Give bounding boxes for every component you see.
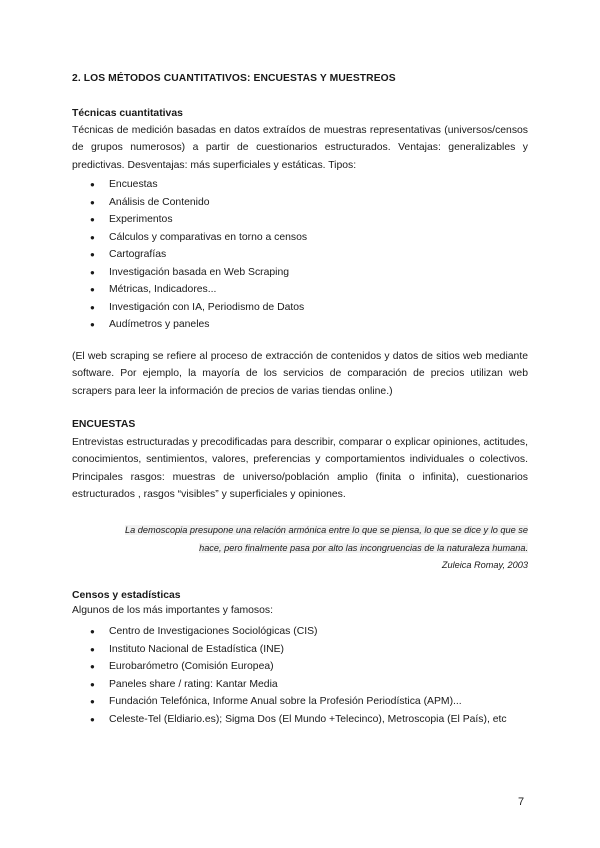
bullet-icon: ●	[90, 197, 95, 207]
bullet-icon: ●	[90, 697, 95, 706]
list-item: ● Cartografías	[72, 246, 528, 264]
section-title: 2. LOS MÉTODOS CUANTITATIVOS: ENCUESTAS Y MUESTREOS	[72, 73, 396, 84]
bullet-icon: ●	[90, 267, 95, 277]
web-scraping-note: (El web scraping se refiere al proceso de extracción de contenidos y datos de sitios web mediante software. Por ejemplo, la mayoría de los servicios de comparación de precios utilizan web scrapers para leer la información de precios de varias tiendas online.)	[72, 351, 528, 397]
bullet-icon: ●	[90, 627, 95, 636]
list-item: ● Experimentos	[72, 211, 528, 229]
bullet-icon: ●	[90, 180, 95, 189]
bullet-icon: ●	[90, 215, 95, 224]
list-item: ● Encuestas	[72, 176, 528, 194]
list-item: ● Centro de Investigaciones Sociológicas (CIS)	[72, 623, 528, 641]
bullet-icon: ●	[90, 714, 95, 724]
encuestas-paragraph: Entrevistas estructuradas y precodificadas para describir, comparar o explicar opiniones, actitudes, conocimientos, sentimientos, valores, preferencias y comportamientos individuales o colectivos. Principales rasgos: muestras de universo/población amplio (finita o infinita), cuestionarios estructurados , rasgos “visibles” y superficiales y opiniones.	[72, 437, 528, 500]
list-item: ● Instituto Nacional de Estadística (INE)	[72, 641, 528, 659]
bullet-icon: ●	[90, 232, 95, 242]
quote-line-2: hace, pero finalmente pasa por alto las incongruencias de la naturaleza humana.	[199, 542, 528, 553]
document-page	[72, 0, 528, 848]
list-item: ● Métricas, Indicadores...	[72, 281, 528, 299]
censos-intro: Algunos de los más importantes y famosos:	[72, 605, 273, 616]
encuestas-heading: ENCUESTAS	[72, 419, 136, 430]
list-item: ● Cálculos y comparativas en torno a censos	[72, 229, 528, 247]
quote-line-1: La demoscopia presupone una relación armónica entre lo que se piensa, lo que se dice y lo que se	[125, 525, 528, 535]
bullet-icon: ●	[90, 302, 95, 312]
list-item: ● Eurobarómetro (Comisión Europea)	[72, 658, 528, 676]
list-item: ● Investigación con IA, Periodismo de Datos	[72, 299, 528, 317]
quote-author: Zuleica Romay, 2003	[441, 560, 528, 570]
tecnicas-paragraph: Técnicas de medición basadas en datos extraídos de muestras representativas (universos/censos de grupos numerosos) a partir de cuestionarios estructurados. Ventajas: generalizables y predictivas. Desventajas: más superficiales y estáticas. Tipos:	[72, 125, 528, 171]
list-item: ● Audímetros y paneles	[72, 316, 528, 334]
list-item: ● Fundación Telefónica, Informe Anual sobre la Profesión Periodística (APM)...	[72, 693, 528, 711]
list-item: ● Paneles share / rating: Kantar Media	[72, 676, 528, 694]
bullet-icon: ●	[90, 250, 95, 259]
bullet-icon: ●	[90, 285, 95, 294]
censos-heading: Censos y estadísticas	[72, 590, 181, 601]
bullet-icon: ●	[90, 644, 95, 654]
tecnicas-list	[72, 176, 528, 334]
bullet-icon: ●	[90, 662, 95, 671]
demoscopia-quote	[72, 522, 528, 575]
page-number: 7	[518, 796, 525, 808]
censos-list	[72, 623, 528, 728]
bullet-icon: ●	[90, 679, 95, 689]
list-item: ● Celeste-Tel (Eldiario.es); Sigma Dos (El Mundo +Telecinco), Metroscopia (El País), etc	[72, 711, 528, 729]
tecnicas-heading: Técnicas cuantitativas	[72, 108, 183, 119]
list-item: ● Análisis de Contenido	[72, 194, 528, 212]
bullet-icon: ●	[90, 320, 95, 329]
list-item: ● Investigación basada en Web Scraping	[72, 264, 528, 282]
